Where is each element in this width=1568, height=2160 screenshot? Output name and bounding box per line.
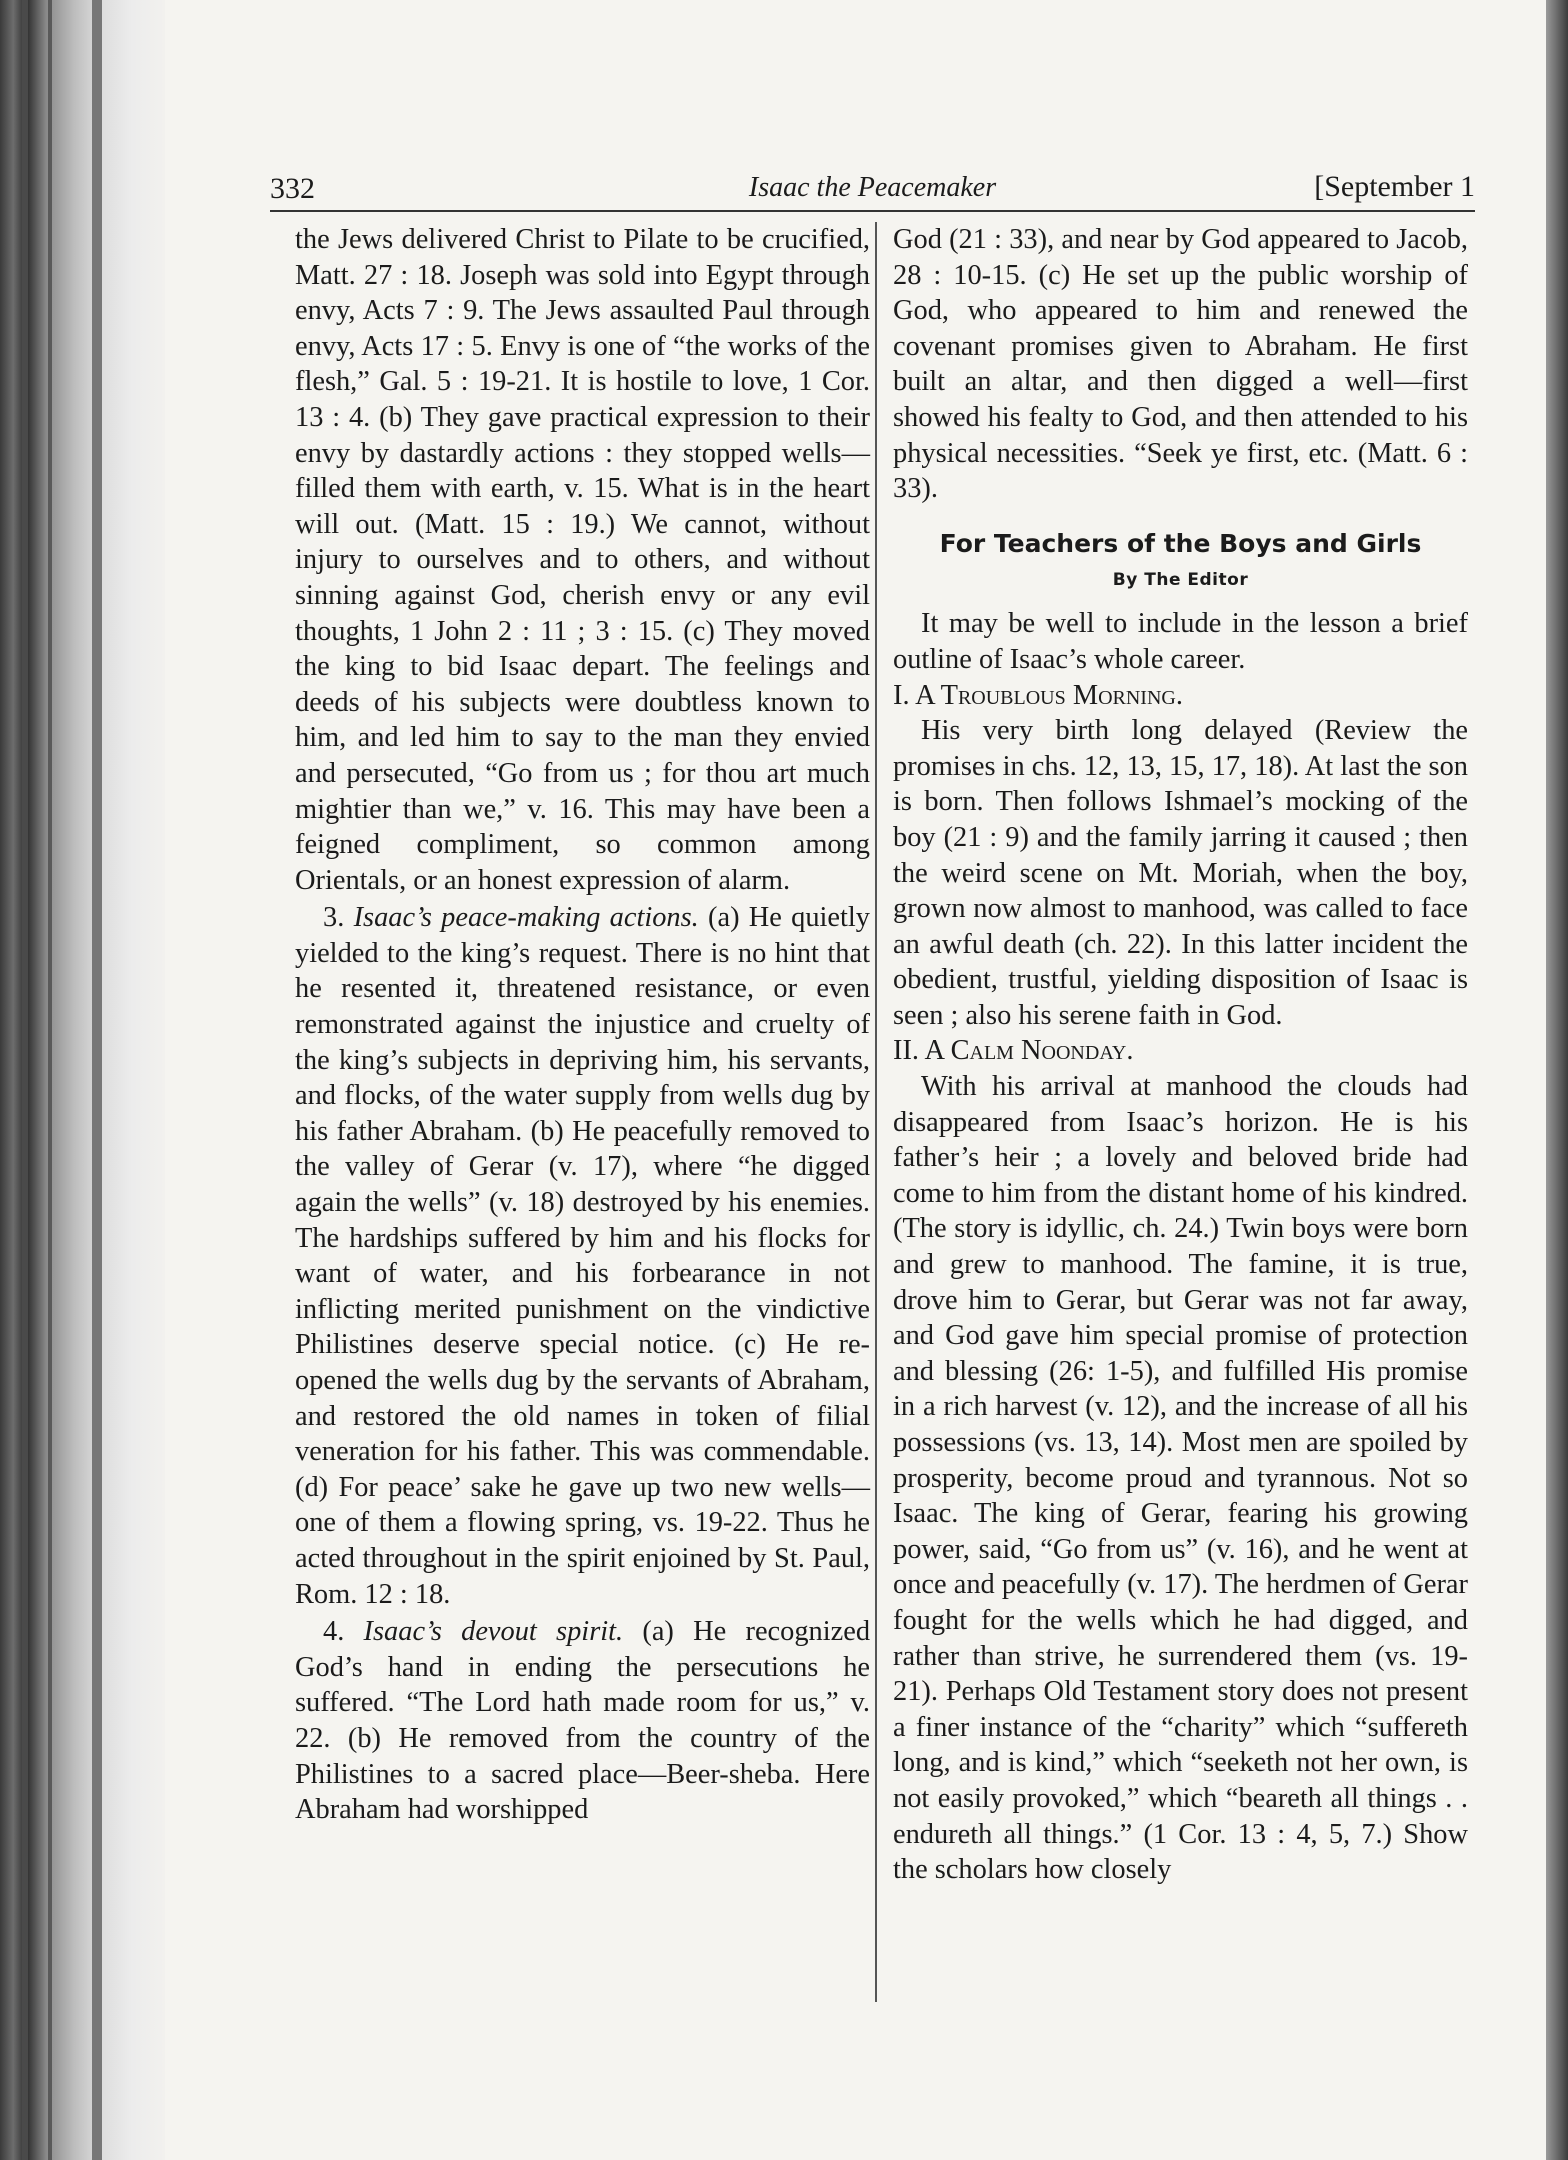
paragraph: the Jews delivered Christ to Pilate to be crucified, Matt. 27 : 18. Joseph was sold into Egypt through envy, Acts 7 : 9. The Jews assaulted Paul through envy, Acts 17 : 5. Envy is one of “the works of the flesh,” Gal. 5 : 19-21. It is hostile to love, 1 Cor. 13 : 4. (b) They gave practical expression to their envy by dastardly actions : they stopped wells—filled them with earth, v. 15. What is in the heart will out. (Matt. 15 : 19.) We cannot, without injury to ourselves and to others, and without sinning against God, cherish envy or any evil thoughts, 1 John 2 : 11 ; 3 : 15. (c) They moved the king to bid Isaac depart. The feelings and deeds of his subjects were doubtless known to him, and led him to say to the man they envied and persecuted, “Go from us ; for thou art much mightier than we,” v. 16. This may have been a feigned compliment, so common among Orientals, or an honest expression of alarm. xyxy=(295,224,870,896)
running-title: Isaac the Peacemaker xyxy=(748,172,997,203)
left-column xyxy=(295,222,870,1828)
section-title: For Teachers of the Boys and Girls xyxy=(939,528,1422,558)
subheading: II. A Calm Noonday. xyxy=(893,1035,1134,1067)
subheading: I. A Troublous Morning. xyxy=(893,679,1183,711)
paragraph: His very birth long delayed (Review the promises in chs. 12, 13, 15, 17, 18). At last the son is born. Then follows Ishmael’s mocking of the boy (21 : 9) and the family jarring it caused ; then the weird scene on Mt. Moriah, when the boy, grown now almost to manhood, was called to face an awful death (ch. 22). In this latter incident the obedient, trustful, yielding disposition of Isaac is seen ; also his serene faith in God. xyxy=(893,715,1468,1031)
paragraph: 3. Isaac’s peace-making actions. (a) He quietly yielded to the king’s request. There is no hint that he resented it, threatened resistance, or even remonstrated against the injustice and cruelty of the king’s subjects in depriving him, his servants, and flocks, of the water supply from wells dug by his father Abraham. (b) He peacefully removed to the valley of Gerar (v. 17), where “he digged again the wells” (v. 18) destroyed by his enemies. The hardships suffered by him and his flocks for want of water, and his forbearance in not inflicting merited punishment on the vindictive Philistines deserve special notice. (c) He re-opened the wells dug by the servants of Abraham, and restored the old names in token of filial veneration for his father. This was commendable. (d) For peace’ sake he gave up two new wells—one of them a flowing spring, vs. 19-22. Thus he acted throughout in the spirit enjoined by St. Paul, Rom. 12 : 18. xyxy=(295,902,871,1610)
page-number: 332 xyxy=(270,172,315,205)
paragraph: It may be well to include in the lesson a brief outline of Isaac’s whole career. xyxy=(893,608,1468,675)
byline: By The Editor xyxy=(1112,569,1249,590)
column-divider xyxy=(875,222,877,2002)
page-header xyxy=(270,150,1475,212)
paragraph: With his arrival at manhood the clouds had disappeared from Isaac’s horizon. He is his father’s heir ; a lovely and beloved bride had come to him from the distant home of his kindred. (The story is idyllic, ch. 24.) Twin boys were born and grew to manhood. The famine, it is true, drove him to Gerar, but Gerar was not far away, and God gave him special promise of protection and blessing (26: 1-5), and fulfilled His promise in a rich harvest (v. 12), and the increase of all his possessions (vs. 13, 14). Most men are spoiled by prosperity, become proud and tyrannous. Not so Isaac. The king of Gerar, fearing his growing power, said, “Go from us” (v. 16), and he went at once and peacefully (v. 17). The herdmen of Gerar fought for the wells which he had digged, and rather than strive, he surrendered them (vs. 19-21). Perhaps Old Testament story does not present a finer instance of the “charity” which “suffereth long, and is kind,” which “seeketh not her own, is not easily provoked,” which “beareth all things . . endureth all things.” (1 Cor. 13 : 4, 5, 7.) Show the scholars how closely xyxy=(893,1071,1468,1886)
book-binding xyxy=(0,0,165,2160)
right-column xyxy=(893,222,1468,1888)
book-page xyxy=(165,0,1546,2160)
paragraph-lead: Isaac’s peace-making actions. xyxy=(353,902,699,934)
issue-date: [September 1 xyxy=(1314,170,1475,203)
page-edge xyxy=(1546,0,1568,2160)
paragraph: 4. Isaac’s devout spirit. (a) He recognized God’s hand in ending the persecutions he suffered. “The Lord hath made room for us,” v. 22. (b) He removed from the country of the Philistines to a sacred place—Beer-sheba. Here Abraham had worshipped xyxy=(295,1616,871,1826)
paragraph: God (21 : 33), and near by God appeared to Jacob, 28 : 10-15. (c) He set up the public worship of God, who appeared to him and renewed the covenant promises given to Abraham. He first built an altar, and then digged a well—first showed his fealty to God, and then attended to his physical necessities. “Seek ye first, etc. (Matt. 6 : 33). xyxy=(893,224,1468,505)
paragraph-lead: Isaac’s devout spirit. xyxy=(363,1616,624,1648)
